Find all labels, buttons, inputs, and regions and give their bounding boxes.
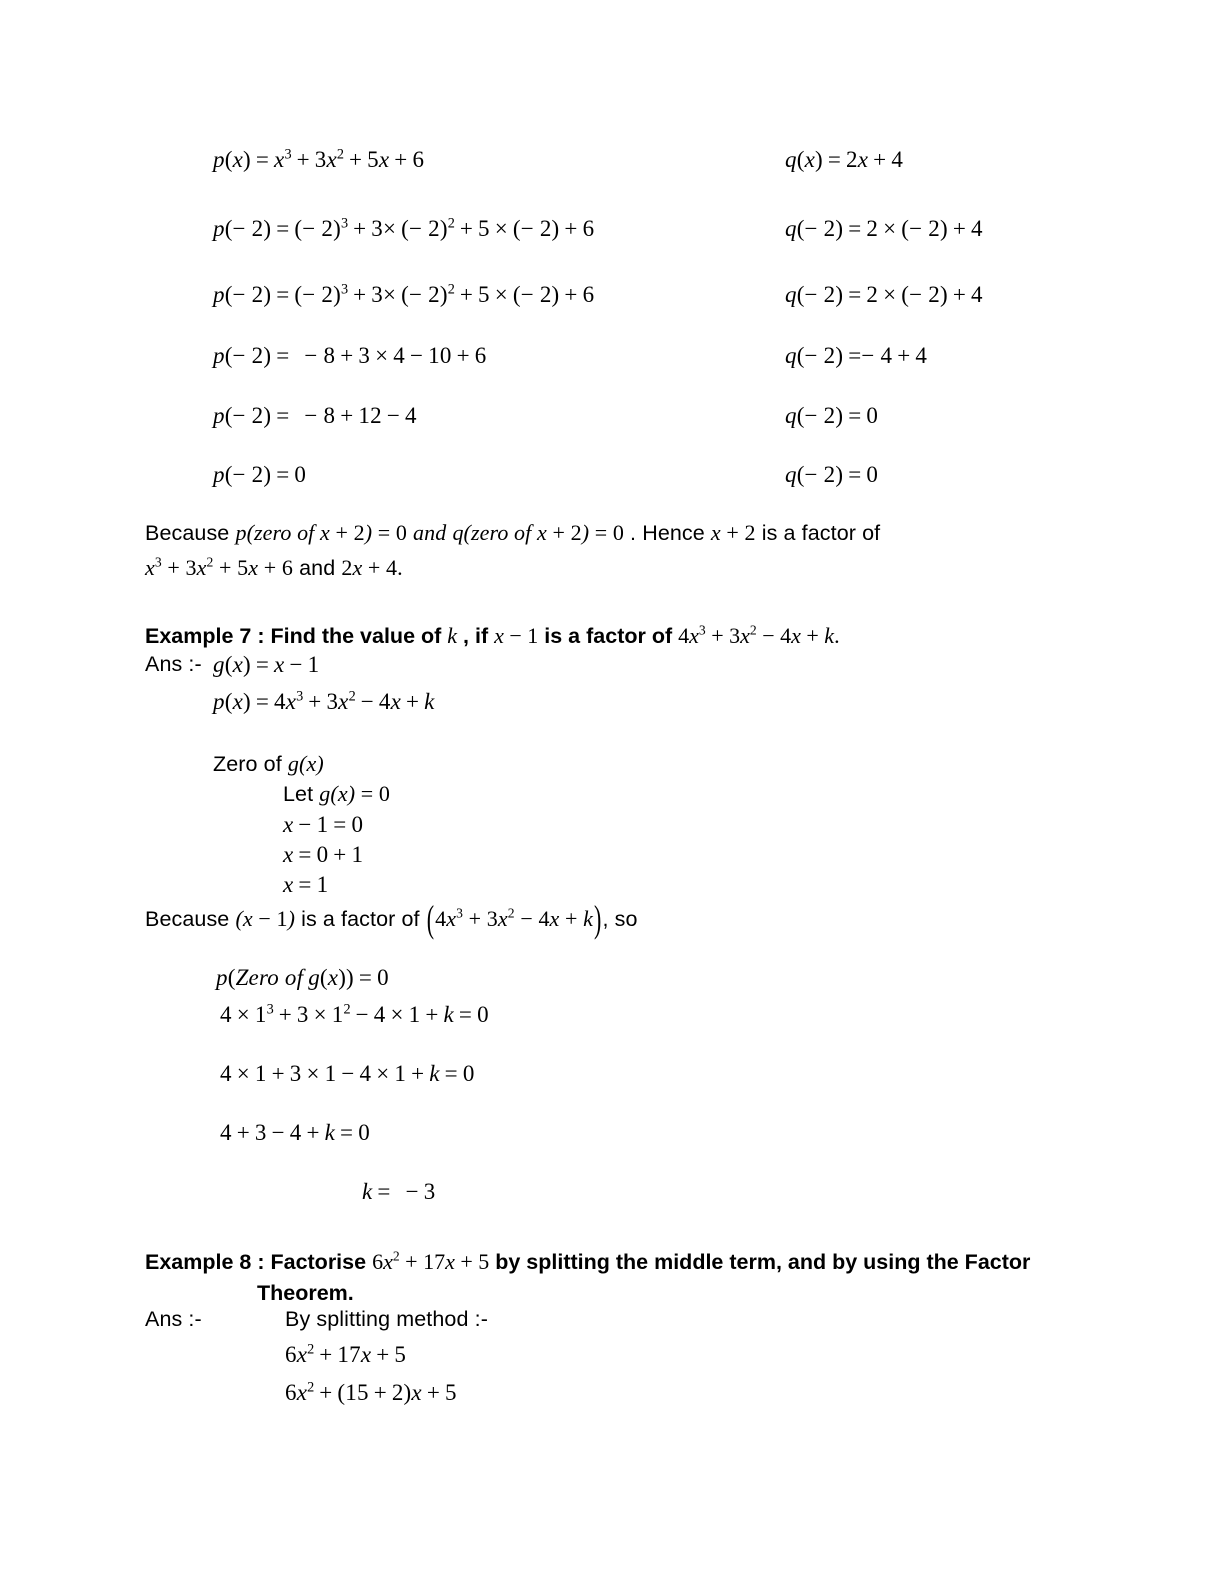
example-8-ans-label: Ans :- xyxy=(145,1307,202,1331)
example-7-solve-line-3: 4 × 1 + 3 × 1 − 4 × 1 + k = 0 xyxy=(220,1061,475,1086)
equation-p-minus2-step-2: p(− 2) = − 8 + 12 − 4 xyxy=(213,403,417,428)
example-8-heading-suffix: by splitting the middle term, and by using the Factor xyxy=(495,1250,1031,1274)
example-7-heading-k: k xyxy=(447,623,458,648)
conclusion-line-2 xyxy=(145,554,403,580)
example-7-gx-definition: g(x) = x − 1 xyxy=(213,652,320,677)
equation-q-minus2-step-1: q(− 2) =− 4 + 4 xyxy=(785,343,928,368)
equation-p-minus2-substitution-2: p(− 2) = (− 2)$^3$ + 3× (− 2)$^2$ + 5 × (− 2) + 6 xyxy=(213,281,595,307)
equation-q-minus2-result: q(− 2) = 0 xyxy=(785,462,879,487)
example-8-heading-line-2: Theorem. xyxy=(257,1281,354,1305)
because-binomial: (x − 1) xyxy=(235,906,296,931)
equation-q-minus2-step-2: q(− 2) = 0 xyxy=(785,403,879,428)
let-text: Let xyxy=(283,782,314,806)
conclusion-math-q: q(zero of x + 2) = 0 xyxy=(452,520,624,545)
example-8-heading-prefix: Example 8 : Factorise xyxy=(145,1250,367,1274)
example-7-because-line xyxy=(145,896,638,940)
conclusion-period: . xyxy=(630,521,637,545)
conclusion-suffix: is a factor of xyxy=(761,521,881,545)
conclusion-math-factor: x + 2 xyxy=(710,520,756,545)
example-7-ans-label: Ans :- xyxy=(145,652,202,676)
because-poly: $(4x^3 + 3x^2 - 4x + k)$ xyxy=(426,896,602,940)
equation-p-minus2-substitution-1: p(− 2) = (− 2)$^3$ + 3× (− 2)$^2$ + 5 × (− 2) + 6 xyxy=(213,215,595,241)
zero-of-text: Zero of xyxy=(213,752,282,776)
because-suffix: , so xyxy=(602,907,638,931)
example-8-line-2: $6x^2 + (15 + 2)x + 5$ xyxy=(285,1379,457,1405)
equation-p-minus2-step-1: p(− 2) = − 8 + 3 × 4 − 10 + 6 xyxy=(213,343,487,368)
example-7-step-2: x = 0 + 1 xyxy=(283,842,364,867)
example-7-let-line xyxy=(283,783,390,806)
example-7-heading-poly: $4x^3 + 3x^2 - 4x + k$. xyxy=(678,622,840,648)
equation-p-of-x: $p(x) = x^3 + 3x^2 + 5x + 6$ xyxy=(213,146,425,172)
example-8-heading-poly: $6x^2 + 17x + 5$ xyxy=(372,1248,490,1274)
because-prefix: Because xyxy=(145,907,230,931)
equation-q-minus2-substitution-2: q(− 2) = 2 × (− 2) + 4 xyxy=(785,282,983,307)
conclusion-poly-cubic: $x^3 + 3x^2 + 5x + 6$ xyxy=(145,554,293,580)
conclusion-and-1: and xyxy=(413,520,447,545)
zero-of-math: g(x) xyxy=(287,751,324,776)
because-mid: is a factor of xyxy=(301,907,420,931)
let-math: g(x) = 0 xyxy=(319,781,390,806)
example-7-heading xyxy=(145,622,840,648)
example-7-step-1: x − 1 = 0 xyxy=(283,812,364,837)
equation-q-minus2-substitution-1: q(− 2) = 2 × (− 2) + 4 xyxy=(785,216,983,241)
conclusion-math-p: p(zero of x + 2) = 0 xyxy=(235,520,407,545)
example-7-answer: k = − 3 xyxy=(362,1179,436,1204)
conclusion-line-1 xyxy=(145,522,880,545)
conclusion-prefix: Because xyxy=(145,521,230,545)
example-7-solve-line-4: 4 + 3 − 4 + k = 0 xyxy=(220,1120,370,1145)
example-7-step-3: x = 1 xyxy=(283,872,329,897)
example-8-heading-line-1 xyxy=(145,1248,1031,1274)
example-7-heading-mid2: is a factor of xyxy=(544,624,673,648)
example-7-solve-line-2: $4 \times 1^3 + 3 \times 1^2 - 4 \times 1 + k = 0$ xyxy=(220,1001,489,1027)
example-7-px-definition: $p(x) = 4x^3 + 3x^2 - 4x + k$ xyxy=(213,688,435,714)
example-7-zero-of-label xyxy=(213,753,324,776)
example-7-solve-line-1: p(Zero of g(x)) = 0 xyxy=(216,965,389,990)
example-7-heading-mid1: , if xyxy=(463,624,489,648)
equation-p-minus2-result: p(− 2) = 0 xyxy=(213,462,307,487)
example-8-method-label: By splitting method :- xyxy=(285,1307,488,1331)
conclusion-and-2: and xyxy=(299,556,336,580)
conclusion-hence: Hence xyxy=(642,521,705,545)
example-7-heading-binomial: x − 1 xyxy=(494,623,539,648)
equation-q-of-x: q(x) = 2x + 4 xyxy=(785,147,904,172)
conclusion-poly-linear: 2x + 4. xyxy=(341,555,403,580)
example-7-heading-prefix: Example 7 : Find the value of xyxy=(145,624,442,648)
example-8-line-1: $6x^2 + 17x + 5$ xyxy=(285,1341,407,1367)
